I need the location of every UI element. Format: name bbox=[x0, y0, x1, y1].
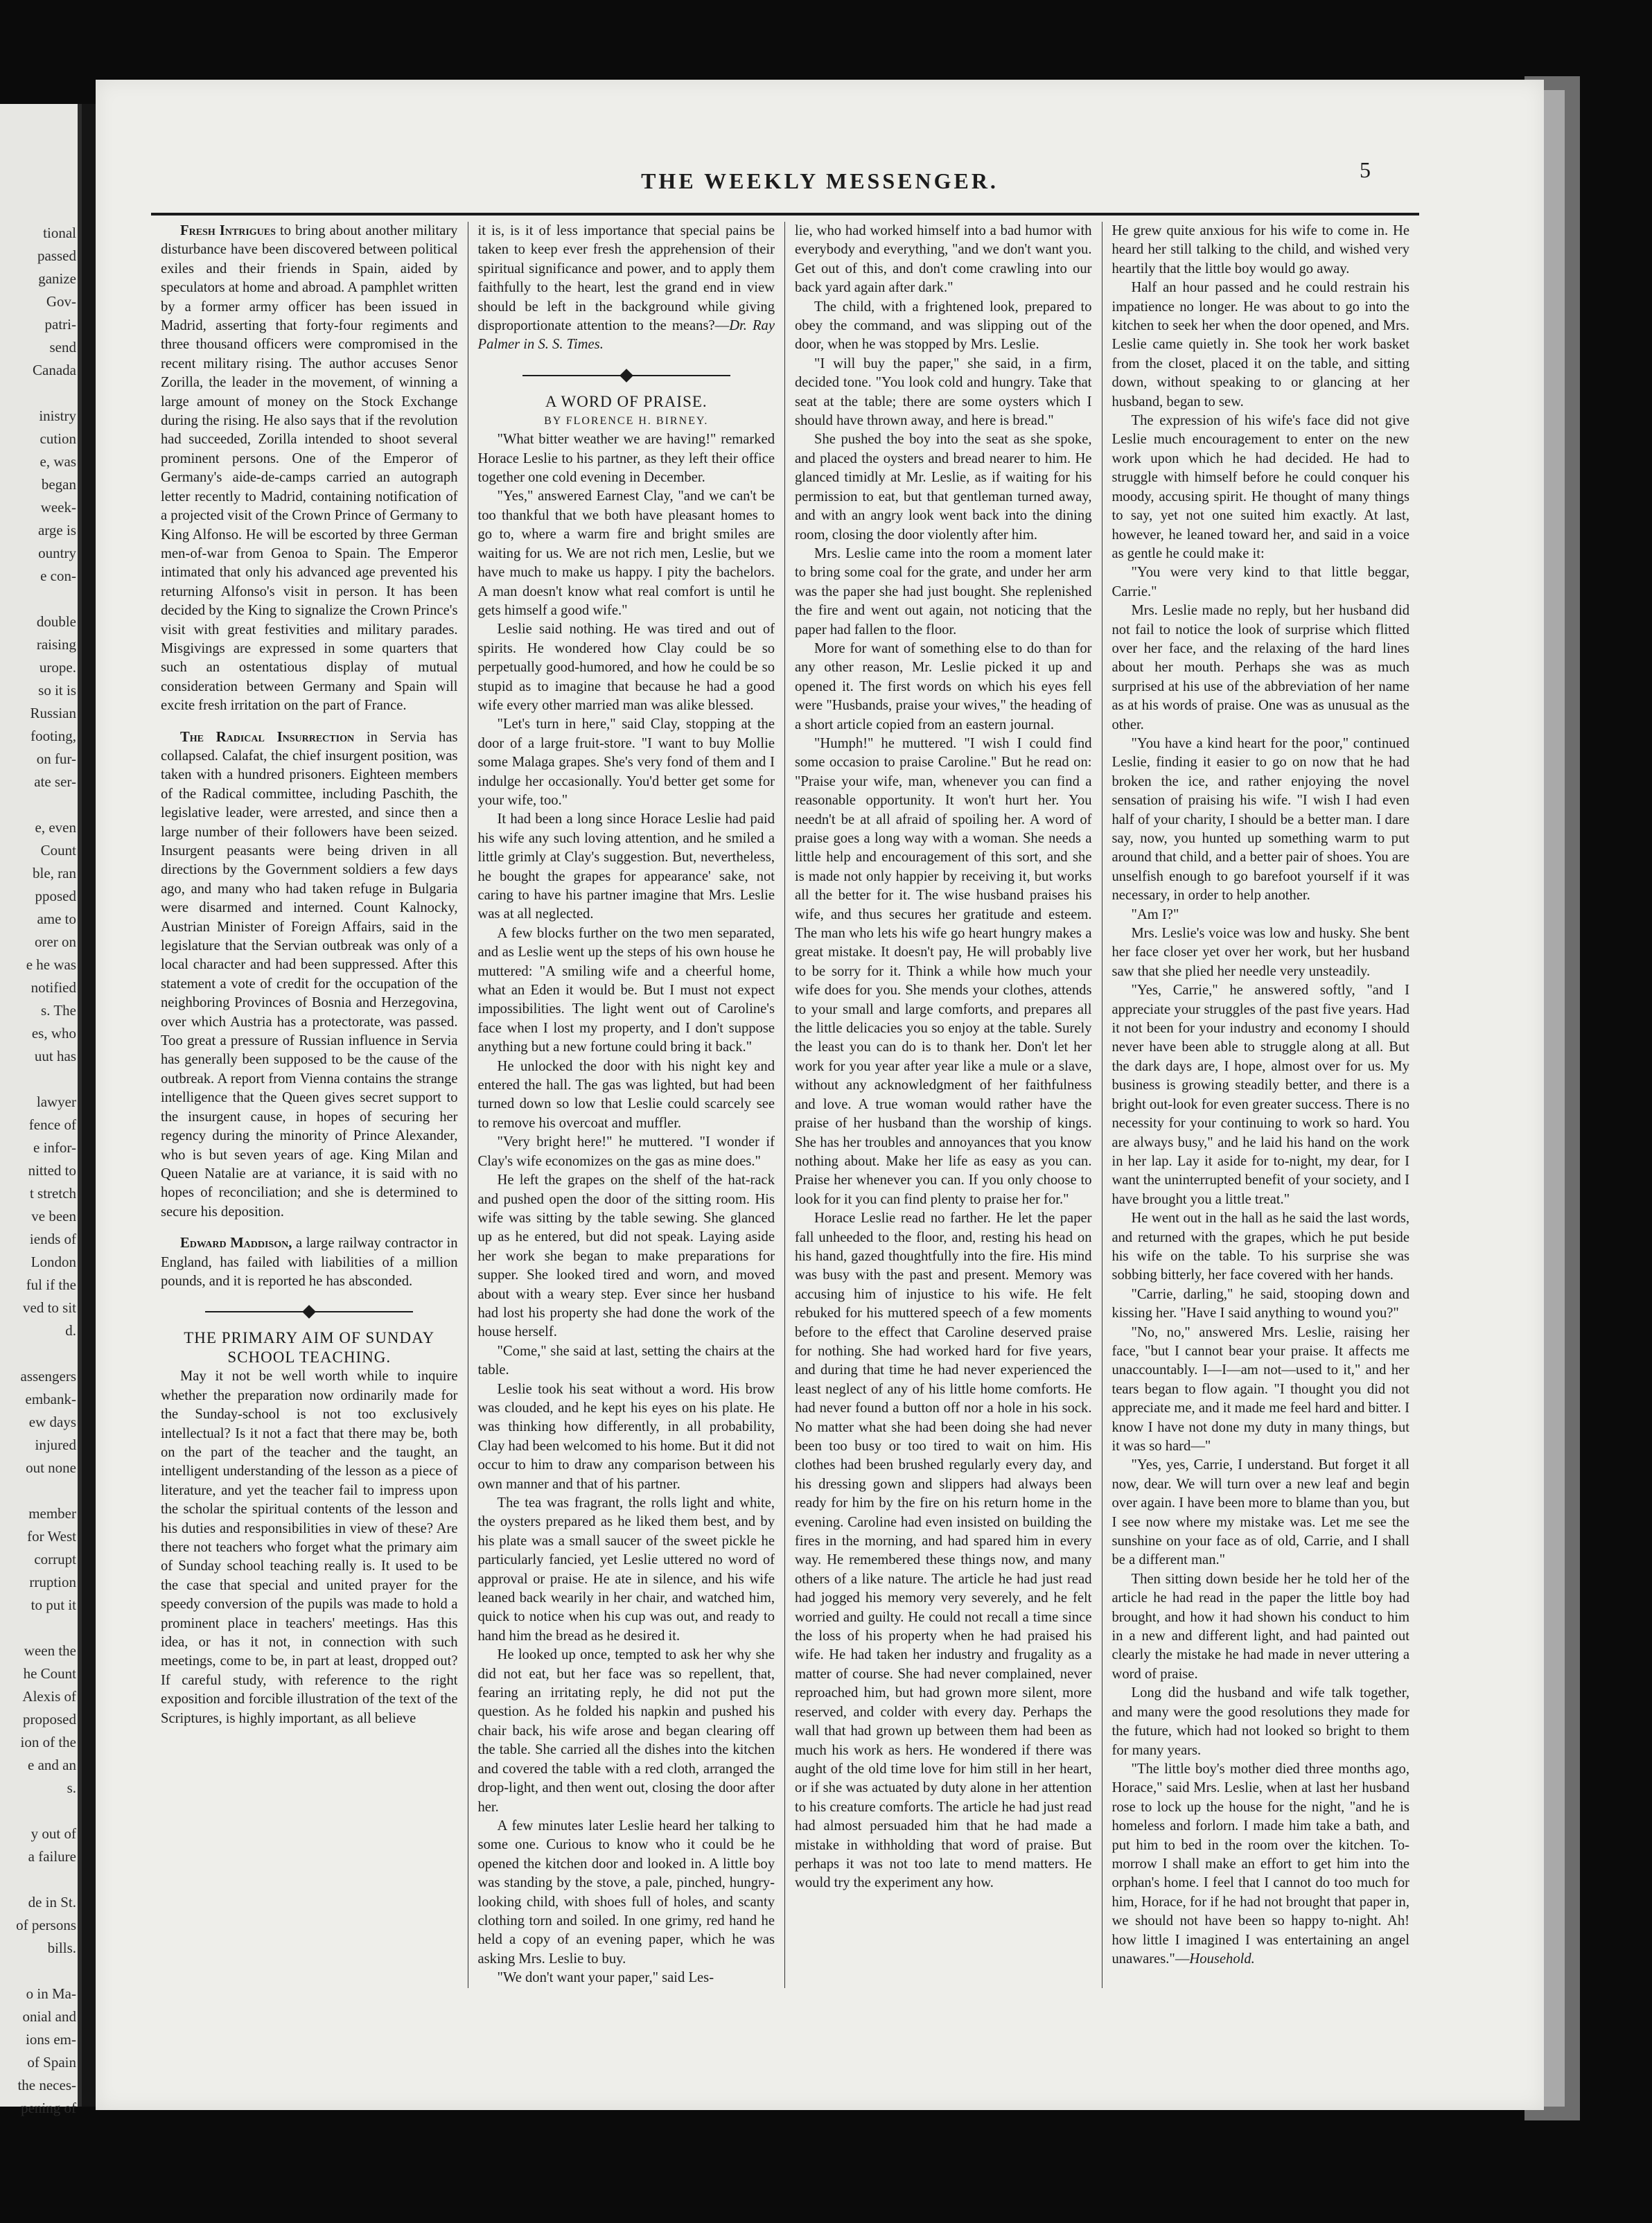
fragment-line: d. bbox=[65, 1322, 76, 1339]
story-paragraph: "You have a kind heart for the poor," continued Leslie, finding it easier to go on now that he had broken the ice, and rather enjoying the novel sensation of praising his wife. "I wish I had even half of your charity, I should be a better man. I dare say, now, you hunted up something warm to put around that child, and a better pair of shoes. You are unselfish enough to go barefoot yourself if it was necessary, in order to help another. bbox=[1111, 735, 1409, 904]
fragment-line: footing, bbox=[30, 728, 76, 744]
fragment-line: of persons bbox=[16, 1917, 76, 1933]
column-1 bbox=[151, 222, 468, 1988]
article-text: it is, is it of less importance that special pains be taken to keep ever fresh the apprehension of their spiritual significance and power, and to apply them faithfully to the heart, lest the grand end in view should be left in the background while giving disproportionate attention to the means?— bbox=[477, 223, 775, 334]
fragment-line: London bbox=[30, 1254, 76, 1270]
fragment-line: for West bbox=[27, 1528, 76, 1545]
story-closing bbox=[1112, 1760, 1410, 1969]
story-text: "The little boy's mother died three months ago, Horace," said Mrs. Leslie, when at last her husband rose to lock up the house for the night, "and he is homeless and forlorn. I made him take a bath, and put him to bed in the room over the kitchen. To-morrow I shall make an effort to get him into the orphan's home. I feel that I cannot do too much for him, Horace, for if he had not brought that paper in, we should not have been so happy to-night. Ah! how little I imagined I was entertaining an angel unawares."— bbox=[1111, 1761, 1409, 1967]
story-paragraph: He looked up once, tempted to ask her why she did not eat, but her face was so repellent, that, fearing an irritating reply, he did not put the question. As he folded his napkin and pushed his chair back, his wife arose and began clearing off the table. She carried all the dishes into the kitchen and covered the table with a red cloth, arranged the drop-light, and then went out, closing the door after her. bbox=[477, 1647, 775, 1815]
fragment-line: embank- bbox=[25, 1391, 76, 1407]
fragment-line: he Count bbox=[23, 1665, 76, 1682]
column-2 bbox=[468, 222, 786, 1988]
fragment-line: passed bbox=[37, 247, 76, 264]
fragment-line: a failure bbox=[28, 1848, 76, 1865]
fragment-line: Russian bbox=[30, 705, 76, 721]
fragment-line: Count bbox=[40, 842, 76, 859]
fragment-line: corrupt bbox=[34, 1551, 76, 1567]
fragment-line: uut has bbox=[34, 1048, 76, 1064]
news-text: a large railway contractor in England, has failed with liabilities of a million pounds, and it is reported he has absconded. bbox=[161, 1236, 458, 1289]
fragment-line: Canada bbox=[33, 362, 76, 378]
news-item-intrigues bbox=[161, 222, 458, 716]
story-paragraph: She pushed the boy into the seat as she spoke, and placed the oysters and bread nearer to him. He glanced timidly at Mr. Leslie, as if waiting for his permission to eat, but that gentleman turned away, and with an angry look went back into the dining room, closing the door violently after him. bbox=[795, 432, 1092, 543]
story-paragraph: A few blocks further on the two men separated, and as Leslie went up the steps of his own house he muttered: "A smiling wife and a cheerful home, what an Eden it would be. But I must not expect impossibilities. The light went out of Caroline's face when I lost my property, and I don't suppose anything but a new fortune could bring it back." bbox=[477, 925, 775, 1055]
story-paragraph: "Yes, Carrie," he answered softly, "and I appreciate your struggles of the past five years. Had it not been for your industry and economy I should never have been able to struggle along at all. But the dark days are, I hope, almost over for us. My business is growing steadily better, and there is a bright out-look for even greater success. There is no necessity for your continuing to work so hard. You are always busy," and he laid his hand on the work in her lap. Lay it aside for to-night, my dear, for I want the uninterrupted benefit of your society, and I have brought you a little treat." bbox=[1111, 983, 1409, 1207]
fragment-line: ate ser- bbox=[34, 773, 76, 790]
fragment-line bbox=[0, 1617, 76, 1640]
fragment-line: ve been bbox=[31, 1208, 76, 1224]
fragment-line: the neces- bbox=[17, 2077, 76, 2093]
story-byline: BY FLORENCE H. BIRNEY. bbox=[544, 414, 709, 427]
fragment-line: inistry bbox=[39, 407, 76, 424]
fragment-line: de in St. bbox=[28, 1894, 76, 1910]
story-paragraph: Horace Leslie read no farther. He let the paper fall unheeded to the floor, and, resting his head on his hand, gazed thoughtfully into the fire. His mind was busy with the past and present. Memory was accusing him of injustice to his wife. He felt rebuked for his muttered speech of a few moments before to the effect that Caroline deserved praise for nothing. She had worked hard for five years, and during that time he had never experienced the least neglect of any of his little home comforts. He had never found a button off nor a hole in his sock. No matter what she had been doing she had never been too busy or too tired to wait on him. His clothes had been brushed regularly every day, and his dressing gown and slippers had always been ready for him by the fire on his return home in the evening. Caroline had even insisted on building the fires in the morning, and had spared him in every way. He remembered these things now, and many others of a like nature. The article he had just read had jogged his memory very severely, and he felt worried and guilty. He could not recall a time since the loss of his property when he had praised his wife. He had taken her industry and frugality as a matter of course. She had never complained, never reproached him, but had grown more silent, more reserved, and colder with every day. Perhaps the wall that had grown up between them had been as much his work as hers. He wondered if there was aught of the old time love for him still in her heart, or if she was actuated by duty alone in her attention to his creature comforts. The article he had just read had almost persuaded him that he had made a mistake in withholding that word of praise. But perhaps it was not too late to mend matters. He would try the experiment any how. bbox=[795, 1211, 1092, 1891]
fragment-line: ew days bbox=[28, 1414, 76, 1430]
story-paragraph: A few minutes later Leslie heard her talking to some one. Curious to know who it could be he opened the kitchen door and looked in. A little boy was standing by the stove, a pale, pinched, hungry-looking child, with shoes full of holes, and scanty clothing torn and soiled. In one grimy, red hand he held a copy of an evening paper, which he was asking Mrs. Leslie to buy. bbox=[477, 1818, 775, 1967]
fragment-line: injured bbox=[35, 1436, 76, 1453]
news-item-insurrection bbox=[161, 728, 458, 1222]
fragment-line: raising bbox=[36, 636, 76, 653]
fragment-line: lawyer bbox=[36, 1093, 76, 1110]
fragment-line bbox=[0, 1342, 76, 1365]
story-paragraph: He grew quite anxious for his wife to come in. He heard her still talking to the child, and wished very heartily that the little boy would go away. bbox=[1111, 223, 1409, 276]
news-item-maddison bbox=[161, 1234, 458, 1291]
fragment-line: proposed bbox=[23, 1711, 76, 1728]
fragment-line: iends of bbox=[29, 1231, 76, 1247]
adjacent-page-fragment bbox=[0, 104, 82, 2116]
fragment-line: Alexis of bbox=[22, 1688, 76, 1705]
story-paragraph: "What bitter weather we are having!" remarked Horace Leslie to his partner, as they left their office together one cold evening in December. bbox=[477, 432, 775, 486]
fragment-line bbox=[0, 793, 76, 816]
fragment-line: e, even bbox=[35, 819, 76, 836]
fragment-line: ions em- bbox=[26, 2031, 76, 2048]
fragment-line: to put it bbox=[30, 1597, 76, 1613]
story-paragraph: "We don't want your paper," said Les- bbox=[497, 1970, 714, 1986]
fragment-line bbox=[0, 382, 76, 405]
fragment-line: began bbox=[41, 476, 76, 493]
fragment-line: Gov- bbox=[46, 293, 76, 310]
fragment-line: s. bbox=[67, 1780, 76, 1796]
story-body bbox=[795, 222, 1092, 1893]
fragment-line: double bbox=[36, 613, 76, 630]
story-paragraph: Half an hour passed and he could restrain his impatience no longer. He was about to go into the kitchen to seek her when the door opened, and Mrs. Leslie came quietly in. She took her work basket from the closet, placed it on the table, and sitting down, without speaking to or glancing at her husband, began to sew. bbox=[1111, 280, 1409, 410]
story-paragraph: More for want of something else to do than for any other reason, Mr. Leslie picked it up and opened it. The first words on which his eyes fell were "Husbands, praise your wives," the heading of a short article copied from an eastern journal. bbox=[795, 640, 1092, 732]
story-paragraph: Long did the husband and wife talk together, and many were the good resolutions they made for the future, which had not looked so bright to them for many years. bbox=[1111, 1685, 1409, 1758]
news-lead: Fresh Intrigues bbox=[180, 223, 276, 238]
story-paragraph: "Very bright here!" he muttered. "I wonder if Clay's wife economizes on the gas as mine does." bbox=[477, 1134, 775, 1169]
story-paragraph: Then sitting down beside her he told her of the article he had read in the paper the little boy had brought, and how it had shown his conduct to him in a new and different light, and had painted out clearly the mistake he had made in never uttering a word of praise. bbox=[1111, 1571, 1409, 1682]
fragment-line: e, was bbox=[39, 453, 76, 470]
fragment-line: pposed bbox=[35, 888, 76, 904]
story-body bbox=[478, 430, 775, 1987]
page-number: 5 bbox=[1360, 157, 1371, 182]
fragment-line: fence of bbox=[28, 1116, 76, 1133]
news-text: to bring about another military disturbance have been discovered between political exiles and their friends in Spain, aided by speculators at home and abroad. A pamphlet written by a former army officer has been issued in Madrid, asserting that forty-four regiments and three thousand officers were compromised in the recent military rising. The author accuses Senor Zorilla, the leader in the movement, of winning a large amount of money on the Stock Exchange during the rising. He also says that if the revolution had succeeded, Zorilla intended to shoot several prominent persons. One of the Emperor of Germany's aide-de-camps carried an autograph letter recently to Madrid, containing notification of a projected visit of the Crown Prince of Germany to King Alfonso. He will be escorted by three German men-of-war from Genoa to Spain. The Emperor intimated that only his advanced age prevented his returning Alfonso's visit in person. It has been decided by the King to signalize the Crown Prince's visit with great festivities and military parades. Misgivings are expressed in some quarters that such an ostentatious display of mutual consideration between Germany and Spain will excite fresh irritation on the part of France. bbox=[161, 223, 458, 714]
article-credit: Dr. Ray Palmer in S. S. Times. bbox=[477, 318, 775, 353]
article-paragraph: May it not be well worth while to inquire whether the preparation now ordinarily made for the Sunday-school is not too exclusively intellectual? Is it not a fact that there may be, both on the part of the teacher and the taught, an intelligent understanding of the lesson as a piece of literature, and yet the teacher fail to impress upon the scholar the spiritual contents of the lesson and his duties and responsibilities in view of these? Are there not teachers who forget what the primary aim of Sunday school teaching really is. It used to be the case that special and united prayer for the speedy conversion of the pupils was made to hold a prominent place in teachers' meetings. Has this idea, or has it not, in connection with such meetings, come to be, in part at least, dropped out? If careful study, with reference to the right exposition and forcible illustration of the text of the Scriptures, is highly important, as all believe bbox=[161, 1369, 458, 1726]
fragment-line: pening of bbox=[21, 2100, 76, 2116]
story-paragraph: "Carrie, darling," he said, stooping down and kissing her. "Have I said anything to wound you?" bbox=[1111, 1286, 1409, 1321]
fragment-line: s. The bbox=[41, 1002, 76, 1019]
fragment-line: ganize bbox=[38, 270, 76, 287]
fragment-line bbox=[0, 1068, 76, 1091]
story-paragraph: He went out in the hall as he said the last words, and returned with the grapes, which he put beside his wife on the table. To his surprise she was sobbing bitterly, her face covered with her hands. bbox=[1111, 1211, 1409, 1283]
fragment-line: bills. bbox=[47, 1940, 76, 1956]
story-paragraph: lie, who had worked himself into a bad humor with everybody and everything, "and we don't want you. Get out of this, and don't come crawling into our back yard again after dark." bbox=[795, 223, 1092, 296]
fragment-line: tional bbox=[43, 225, 76, 241]
story-paragraph: Mrs. Leslie made no reply, but her husband did not fail to notice the look of surprise which flitted over her face, and the relaxing of the hard lines about her mouth. Perhaps she was as much surprised at his use of the abbreviation of her name as at his words of praise. One was as unusual as the other. bbox=[1111, 603, 1409, 732]
fragment-line: ion of the bbox=[20, 1734, 76, 1750]
fragment-line: y out of bbox=[30, 1825, 76, 1842]
fragment-line: onial and bbox=[22, 2008, 76, 2025]
fragment-line: e con- bbox=[40, 568, 76, 584]
fragment-line: member bbox=[28, 1505, 76, 1522]
story-paragraph: "Humph!" he muttered. "I wish I could find some occasion to praise Caroline." But he read on: "Praise your wife, man, whenever you can find a reasonable opportunity. It won't hurt her. You needn't be at all afraid of spoiling her. A word of praise goes a long way with a woman. She needs a little help and encouragement of this sort, and she is made not only happier by receiving it, but works all the better for it. The wise husband praises his wife, and thus secures her gratitude and esteem. The man who lets his wife go heart hungry makes a great mistake. It doesn't pay, He will probably live to be sorry for it. Think a while how much your wife does for you. She mends your clothes, attends to your small and large comforts, and prepares all the little delicacies you so enjoy at the table. Surely the least you can do is to thank her. Don't let her work for you year after year like a mule or a slave, without any acknowledgment of her faithfulness and love. A true woman would rather have the praise of her husband than the worship of kings. She has her troubles and annoyances that you know nothing about. Make her life as easy as you can. Praise her whenever you can. If you only choose to look for it you can find plenty to praise her for." bbox=[795, 735, 1092, 1207]
fragment-line bbox=[0, 1960, 76, 1983]
fragment-line: rruption bbox=[29, 1574, 76, 1590]
fragment-line: urope. bbox=[39, 659, 76, 676]
fragment-line bbox=[0, 1800, 76, 1822]
fragment-line: e and an bbox=[28, 1757, 76, 1773]
header-rule bbox=[151, 213, 1419, 216]
story-paragraph: The expression of his wife's face did not give Leslie much encouragement to enter on the new work upon which he had decided. He had to struggle with himself before he could conquer his moody, accusing spirit. He thought of many things to say, yet not one suited him exactly. At last, however, he leaned toward her, and said in a voice as gentle he could make it: bbox=[1111, 413, 1409, 561]
binding-gutter bbox=[82, 104, 96, 2107]
fragment-line: ble, ran bbox=[33, 865, 76, 881]
fragment-line: send bbox=[49, 339, 76, 355]
fragment-line: o in Ma- bbox=[26, 1985, 76, 2002]
fragment-line: e infor- bbox=[33, 1139, 76, 1156]
fragment-line: out none bbox=[26, 1459, 76, 1476]
fragment-line: nitted to bbox=[28, 1162, 76, 1179]
story-headline: A WORD OF PRAISE. bbox=[545, 392, 708, 410]
story-paragraph: "No, no," answered Mrs. Leslie, raising her face, "but I cannot bear your praise. It affects me unaccountably. I—I—am not—used to it," and her tears began to flow again. "I thought you did not appreciate me, and it made me feel hard and bitter. I know I have not done my duty in many things, but it was so hard—" bbox=[1111, 1324, 1409, 1454]
newspaper-page bbox=[96, 80, 1544, 2110]
masthead-title: THE WEEKLY MESSENGER. bbox=[641, 168, 999, 193]
story-paragraph: He unlocked the door with his night key and entered the hall. The gas was lighted, but had been turned down so low that Leslie could scarcely see to remove his overcoat and muffler. bbox=[477, 1058, 775, 1131]
fragment-line: es, who bbox=[31, 1025, 76, 1042]
article-paragraph bbox=[478, 222, 775, 355]
story-paragraph: Mrs. Leslie's voice was low and husky. She bent her face closer yet over her work, but her husband saw that she plied her needle very unsteadily. bbox=[1111, 926, 1409, 979]
column-4 bbox=[1102, 222, 1420, 1988]
story-paragraph: The tea was fragrant, the rolls light and white, the oysters prepared as he liked them best, and by his plate was a small saucer of the sweet pickle he particularly fancied, yet Leslie uttered no word of approval or praise. He ate in silence, and his wife leaned back wearily in her chair, and watched him, quick to notice when his cup was out, and ready to hand him the bread as he desired it. bbox=[477, 1495, 775, 1644]
story-paragraph: He left the grapes on the shelf of the hat-rack and pushed open the door of the sitting room. His wife was sitting by the table sewing. She glanced up as he entered, but did not speak. Laying aside her work she began to make preparations for supper. She looked tired and worn, and moved about with a weary step. Ever since her husband had lost his property she had done the work of the house herself. bbox=[477, 1172, 775, 1340]
fragment-line: ween the bbox=[24, 1642, 76, 1659]
story-paragraph: "Yes, yes, Carrie, I understand. But forget it all now, dear. We will turn over a new leaf and begin over again. I have been more to blame than you, but I see now where my mistake was. Let me see the sunshine on your face as of old, Carrie, and I shall be a different man." bbox=[1111, 1457, 1409, 1568]
section-divider bbox=[205, 1305, 413, 1319]
fragment-line: arge is bbox=[37, 522, 76, 538]
story-paragraph: "I will buy the paper," she said, in a firm, decided tone. "You look cold and hungry. Take that seat at the table; there are some oysters which I should have thrown away, and here is bread." bbox=[795, 355, 1092, 429]
fragment-line: on fur- bbox=[36, 750, 76, 767]
fragment-line: notified bbox=[30, 979, 76, 996]
story-body bbox=[1112, 222, 1410, 1969]
story-paragraph: "Yes," answered Earnest Clay, "and we can't be too thankful that we both have pleasant homes to go to, where a warm fire and bright smiles are waiting for us. We are not rich men, Leslie, but we have much to make us happy. I pity the bachelors. A man doesn't know what real comfort is until he gets himself a good wife." bbox=[477, 489, 775, 618]
fragment-line bbox=[0, 1868, 76, 1891]
story-paragraph: "Let's turn in here," said Clay, stopping at the door of a large fruit-store. "I want to buy Mollie some Malaga grapes. She's very fond of them and I indulge her occasionally. You'd better get some for your wife, too." bbox=[477, 717, 775, 808]
fragment-line: so it is bbox=[38, 682, 76, 698]
fragment-line: ful if the bbox=[26, 1276, 76, 1293]
fragment-line: patri- bbox=[44, 316, 76, 333]
fragment-line bbox=[0, 1479, 76, 1502]
fragment-line: e he was bbox=[26, 956, 76, 973]
news-lead: Edward Maddison, bbox=[180, 1236, 292, 1251]
fragment-line: t stretch bbox=[29, 1185, 76, 1202]
adjacent-page-text bbox=[0, 222, 76, 2120]
story-paragraph: "You were very kind to that little beggar, Carrie." bbox=[1111, 565, 1409, 599]
news-text: in Servia has collapsed. Calafat, the chief insurgent position, was taken with a hundred prisoners. Eighteen members of the Radical committee, including Paschith, the legislative leader, were arrested, and since then a large number of their followers have been seized. Insurgent peasants were being driven in all directions by the Government soldiers a few days ago, and many who had taken refuge in Bulgaria were disarmed and interned. Count Kalnocky, Austrian Minister of Foreign Affairs, said in the legislature that the Servian outbreak was only of a local character and had been suppressed. After this statement a vote of credit for the occupation of the neighboring Provinces of Bosnia and Herzegovina, over which Austria has a protectorate, was passed. Too great a pressure of Russian influence in Servia has generally been supposed to be the cause of the outbreak. A report from Vienna contains the strange intelligence that the Queen gives secret support to the insurgent cause, in hopes of securing her regency during the minority of Prince Alexander, who is but seven years of age. King Milan and Queen Natalie are at variance, it is said with no hopes of reconciliation; and she is determined to secure his deposition. bbox=[161, 729, 458, 1220]
story-paragraph: Leslie said nothing. He was tired and out of spirits. He wondered how Clay could be so perpetually good-humored, and how he could be so stupid as to imagine that because he had a good wife every other married man was alike blessed. bbox=[477, 622, 775, 713]
story-paragraph: It had been a long since Horace Leslie had paid his wife any such loving attention, and he smiled a little grimly at Clay's suggestion. But, nevertheless, he bought the grapes for appearance' sake, not caring to have his partner imagine that Mrs. Leslie was at all neglected. bbox=[477, 811, 775, 922]
story-paragraph: "Come," she said at last, setting the chairs at the table. bbox=[477, 1343, 775, 1378]
story-paragraph: Mrs. Leslie came into the room a moment later to bring some coal for the grate, and under her arm was the paper she had just bought. She replenished the fire and went out again, not noticing that the paper had fallen to the floor. bbox=[795, 545, 1092, 638]
fragment-line bbox=[0, 588, 76, 610]
section-divider bbox=[522, 369, 730, 383]
fragment-line: week- bbox=[40, 499, 76, 516]
story-paragraph: "Am I?" bbox=[1131, 906, 1179, 922]
story-paragraph: The child, with a frightened look, prepared to obey the command, and was slipping out of the door, when he was stopped by Mrs. Leslie. bbox=[795, 299, 1092, 353]
fragment-line: of Spain bbox=[27, 2054, 76, 2071]
article-headline: THE PRIMARY AIM OF SUNDAY SCHOOL TEACHING. bbox=[184, 1329, 435, 1367]
fragment-line: assengers bbox=[20, 1368, 76, 1385]
fragment-line: ame to bbox=[37, 911, 76, 927]
story-paragraph: Leslie took his seat without a word. His brow was clouded, and he kept his eyes on his plate. He was thinking how differently, in all probability, Clay had been welcomed to his home. But it did not occur to him to draw any comparison between his own manner and that of his partner. bbox=[477, 1381, 775, 1492]
news-lead: The Radical Insurrection bbox=[180, 729, 355, 745]
column-3 bbox=[785, 222, 1102, 1988]
fragment-line: orer on bbox=[34, 933, 76, 950]
fragment-line: ountry bbox=[38, 545, 76, 561]
article-columns bbox=[151, 222, 1419, 1986]
fragment-line: ved to sit bbox=[23, 1299, 76, 1316]
fragment-line: cution bbox=[39, 430, 76, 447]
story-credit: Household. bbox=[1189, 1951, 1255, 1967]
